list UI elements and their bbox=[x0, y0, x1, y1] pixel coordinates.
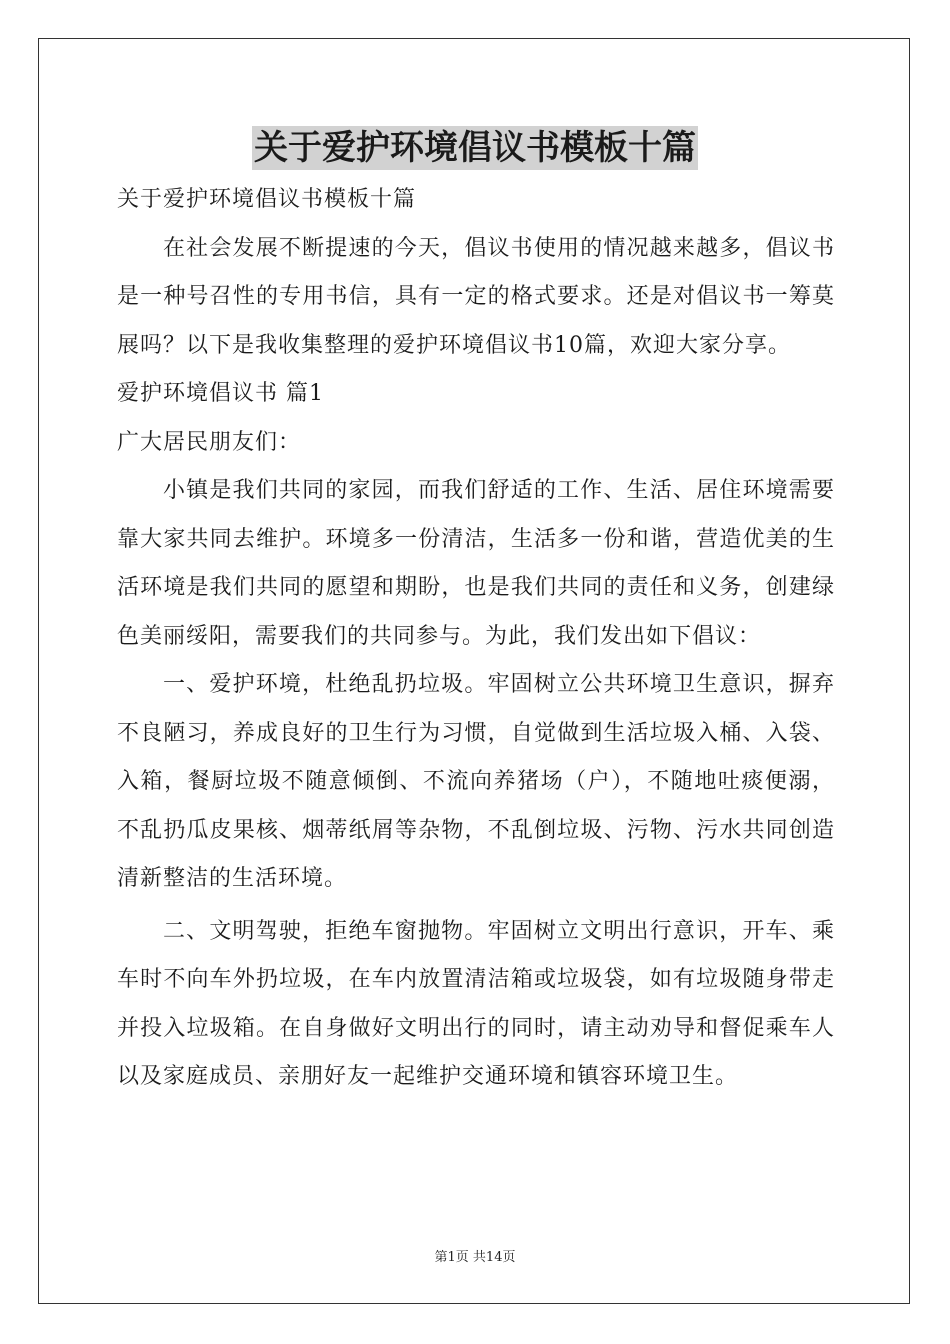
paragraph-intro: 在社会发展不断提速的今天，倡议书使用的情况越来越多，倡议书是一种号召性的专用书信，具有一定的格式要求。还是对倡议书一筹莫展吗？以下是我收集整理的爱护环境倡议书10篇，欢迎大家分享。 bbox=[117, 235, 835, 358]
paragraph-item-2: 二、文明驾驶，拒绝车窗抛物。牢固树立文明出行意识，开车、乘车时不向车外扔垃圾，在车内放置清洁箱或垃圾袋，如有垃圾随身带走并投入垃圾箱。在自身做好文明出行的同时，请主动劝导和督促乘车人以及家庭成员、亲朋好友一起维护交通环境和镇容环境卫生。 bbox=[117, 918, 835, 1089]
document-title: 关于爱护环境倡议书模板十篇 bbox=[254, 128, 696, 168]
paragraph-body: 小镇是我们共同的家园，而我们舒适的工作、生活、居住环境需要靠大家共同去维护。环境多一份清洁，生活多一份和谐，营造优美的生活环境是我们共同的愿望和期盼，也是我们共同的责任和义务，创建绿色美丽绥阳，需要我们的共同参与。为此，我们发出如下倡议： bbox=[117, 478, 835, 649]
paragraph-subtitle: 关于爱护环境倡议书模板十篇 bbox=[117, 187, 417, 212]
paragraph-item-1: 一、爱护环境，杜绝乱扔垃圾。牢固树立公共环境卫生意识，摒弃不良陋习，养成良好的卫生行为习惯，自觉做到生活垃圾入桶、入袋、入箱，餐厨垃圾不随意倾倒、不流向养猪场（户），不随地吐痰便溺，不乱扔瓜皮果核、烟蒂纸屑等杂物，不乱倒垃圾、污物、污水共同创造清新整洁的生活环境。 bbox=[117, 672, 835, 891]
document-body bbox=[117, 176, 835, 1102]
title-container bbox=[0, 126, 950, 170]
paragraph-salutation: 广大居民朋友们： bbox=[117, 429, 302, 455]
page-footer: 第1页 共14页 bbox=[434, 1250, 516, 1265]
section-heading: 爱护环境倡议书 篇1 bbox=[117, 381, 324, 406]
